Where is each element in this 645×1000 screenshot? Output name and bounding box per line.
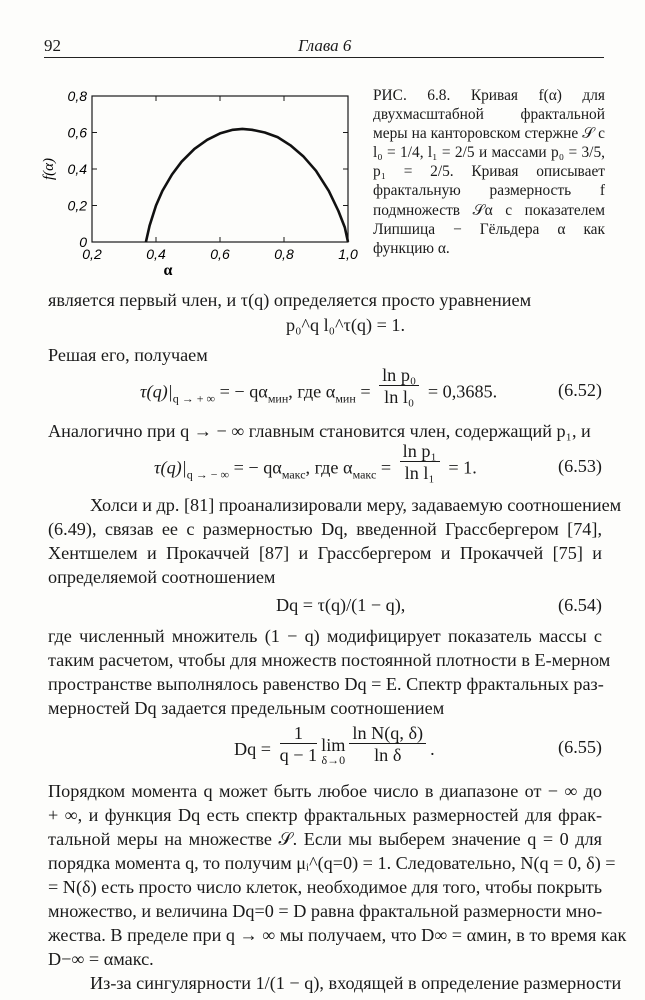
body-line: пространстве выполнялось равенство Dq = E. Спектр фрактальных раз- <box>48 674 604 694</box>
eq53-number: (6.53) <box>558 456 602 476</box>
x-tick-label: 0,8 <box>274 246 294 262</box>
eq52-mid: = − qα <box>215 381 268 402</box>
eq52-mid-sub: мин <box>267 391 289 406</box>
eq53-sub: q → − ∞ <box>186 467 230 482</box>
body-line: Из-за сингулярности 1/(1 − q), входящей в определение размерности <box>90 973 622 993</box>
eq52-val: = 0,3685. <box>423 381 498 402</box>
eq53-mid: = − qα <box>229 457 282 478</box>
eq53-lhs: τ(q)| <box>154 457 187 478</box>
x-tick-label: 0,2 <box>82 246 102 262</box>
eq52-num: ln p₀ <box>379 365 419 386</box>
x-tick-label: 1,0 <box>338 246 358 262</box>
y-tick-label: 0,6 <box>67 124 87 141</box>
body-line: Решая его, получаем <box>48 345 208 365</box>
equation-6-53 <box>48 441 602 494</box>
body-line: множество, и величина Dq=0 = D равна фрактальной размерности мно- <box>48 901 603 921</box>
body-line: определяемой соотношением <box>48 567 276 587</box>
eq55-lhs: Dq = <box>234 739 276 760</box>
x-tick-label: 0,4 <box>146 246 166 262</box>
eq53-val: = 1. <box>443 457 477 478</box>
eq55-lim-sub: δ→0 <box>321 753 346 767</box>
body-line: D−∞ = αмакс. <box>48 949 154 969</box>
y-tick-label: 0 <box>79 234 87 250</box>
eq55-f1-num: 1 <box>280 723 318 744</box>
body-line: Холси и др. [81] проанализировали меру, задаваемую соотношением <box>90 495 622 515</box>
body-line: = N(δ) есть просто число клеток, необходимое для того, чтобы покрыть <box>48 877 603 897</box>
eq55-end: . <box>430 739 435 760</box>
equation-6-55 <box>48 724 602 776</box>
eq55-f2-den: ln δ <box>374 744 402 765</box>
eq54-body: Dq = τ(q)/(1 − q), <box>276 595 406 615</box>
eq55-lim: lim <box>321 735 346 755</box>
header-rule <box>44 57 604 58</box>
body-line: Аналогично при q → − ∞ главным становится член, содержащий p₁, и <box>48 421 591 441</box>
eq54-number: (6.54) <box>558 595 602 615</box>
body-line: Хентшелем и Прокаччей [87] и Грассбергером и Прокаччей [75] и <box>48 543 602 563</box>
eq53-where-sub: макс <box>352 467 377 482</box>
y-tick-label: 0,8 <box>67 88 87 104</box>
f-alpha-curve <box>146 129 348 242</box>
f-alpha-chart <box>40 84 360 279</box>
chapter-title: Глава 6 <box>298 36 352 55</box>
body-line: таким расчетом, чтобы для множеств постоянной плотности в E-мерном <box>48 650 611 670</box>
y-tick-label: 0,4 <box>67 161 87 177</box>
figure-caption: РИС. 6.8. Кривая f(α) для двухмасштабной фрактальной меры на канторовском стержне 𝒮 с l₀ = 1/4, l₁ = 2/5 и массами p₀ = 3/5, p₁ = 2/5. Кривая описывает фрактальную размерность f подмножеств 𝒮α с показателем Липшица − Гёльдера α как функцию α. <box>373 87 605 257</box>
body-line: + ∞, и функция Dq есть спектр фрактальных размерностей для фрак- <box>48 805 602 825</box>
x-tick-label: 0,6 <box>210 246 230 262</box>
eq52-where-sub: мин <box>335 391 356 406</box>
equation-power: p₀^q l₀^τ(q) = 1. <box>286 315 406 335</box>
y-tick-label: 0,2 <box>67 197 87 214</box>
body-line: мерностей Dq задается предельным соотношением <box>48 698 445 718</box>
eq52-sub: q → + ∞ <box>172 391 216 406</box>
eq52-where: , где α <box>288 381 336 402</box>
eq53-mid-sub: макс <box>281 467 306 482</box>
equation-6-52 <box>48 365 602 418</box>
plot-frame <box>92 96 348 242</box>
body-line: тальной меры на множестве 𝒮. Если мы выберем значение q = 0 для <box>48 829 602 849</box>
eq52-lhs: τ(q)| <box>140 381 173 402</box>
eq52-den: ln l₀ <box>384 387 415 407</box>
eq53-where: , где α <box>305 457 353 478</box>
eq52-eq: = <box>355 381 376 402</box>
body-line: где численный множитель (1 − q) модифицирует показатель массы с <box>48 626 602 646</box>
y-axis-label: f(α) <box>41 157 57 181</box>
eq53-eq: = <box>376 457 396 478</box>
eq53-num: ln p₁ <box>400 441 440 462</box>
eq55-f1-den: q − 1 <box>279 744 318 765</box>
body-line: Порядком момента q может быть любое число в диапазоне от − ∞ до <box>48 781 602 801</box>
eq53-den: ln l₁ <box>404 463 435 483</box>
body-line: является первый член, и τ(q) определяется просто уравнением <box>48 290 532 310</box>
page-number: 92 <box>44 36 61 55</box>
eq55-number: (6.55) <box>558 737 602 757</box>
x-axis-label: α <box>163 262 173 279</box>
eq52-number: (6.52) <box>558 380 602 400</box>
eq55-f2-num: ln N(q, δ) <box>349 723 426 744</box>
body-line: порядка момента q, то получим μᵢ^(q=0) = 1. Следовательно, N(q = 0, δ) = <box>48 853 616 873</box>
body-line: жества. В пределе при q → ∞ мы получаем, что D∞ = αмин, в то время как <box>48 925 627 945</box>
body-line: (6.49), связав ее с размерностью Dq, введенной Грассбергером [74], <box>48 519 602 539</box>
